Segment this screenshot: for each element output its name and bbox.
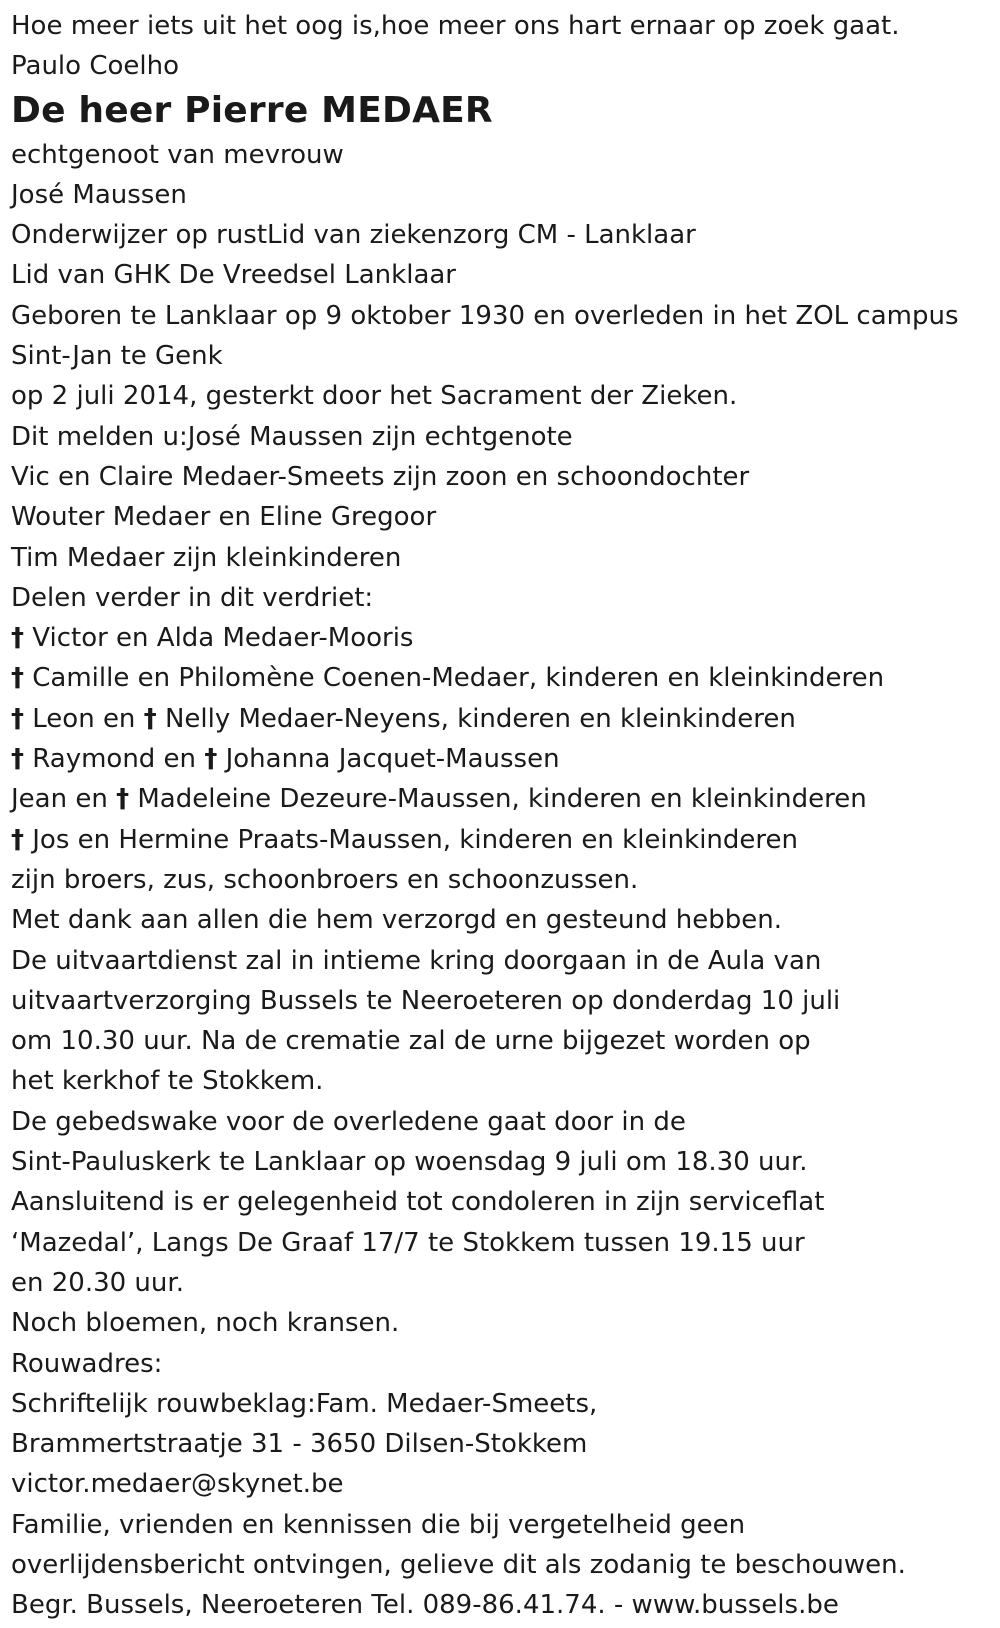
relative-text: Jos en Hermine Praats-Maussen, kinderen en kleinkinderen xyxy=(24,824,798,855)
undertaker-line: Begr. Bussels, Neeroeteren Tel. 089-86.41.74. - www.bussels.be xyxy=(11,1590,839,1621)
occupation: Onderwijzer op rustLid van ziekenzorg CM - Lanklaar xyxy=(11,220,696,251)
relative-line xyxy=(11,820,996,860)
death-notice xyxy=(11,6,996,1626)
funeral-line: uitvaartverzorging Bussels te Neeroeteren op donderdag 10 juli xyxy=(11,985,841,1016)
spouse-name: José Maussen xyxy=(11,179,187,210)
address-heading: Rouwadres: xyxy=(11,1348,163,1379)
address-line: Brammertstraatje 31 - 3650 Dilsen-Stokkem xyxy=(11,1429,588,1460)
relative-text: Victor en Alda Medaer-Mooris xyxy=(24,623,414,654)
cross-icon: † xyxy=(143,703,157,734)
relative-text: Nelly Medaer-Neyens, kinderen en kleinkinderen xyxy=(156,703,796,734)
membership: Lid van GHK De Vreedsel Lanklaar xyxy=(11,260,456,291)
birth-death-line: Sint-Jan te Genk xyxy=(11,341,223,372)
relative-text: Madeleine Dezeure-Maussen, kinderen en kleinkinderen xyxy=(129,784,867,815)
wake-line: en 20.30 uur. xyxy=(11,1267,184,1298)
quote-author: Paulo Coelho xyxy=(11,51,179,82)
announcer-line: Wouter Medaer en Eline Gregoor xyxy=(11,502,437,533)
address-line: Schriftelijk rouwbeklag:Fam. Medaer-Smeets, xyxy=(11,1388,598,1419)
cross-icon: † xyxy=(11,824,24,855)
relative-text: Johanna Jacquet-Maussen xyxy=(217,744,560,775)
announcer-line: Tim Medaer zijn kleinkinderen xyxy=(11,542,402,573)
relative-line xyxy=(11,658,996,698)
relative-line xyxy=(11,739,996,779)
wake-line: Aansluitend is er gelegenheid tot condoleren in zijn serviceflat xyxy=(11,1187,825,1218)
relative-line xyxy=(11,618,996,658)
funeral-line: De uitvaartdienst zal in intieme kring doorgaan in de Aula van xyxy=(11,945,822,976)
announcer-line: Vic en Claire Medaer-Smeets zijn zoon en schoondochter xyxy=(11,461,750,492)
funeral-line: het kerkhof te Stokkem. xyxy=(11,1066,324,1097)
cross-icon: † xyxy=(11,744,24,775)
birth-death-line: op 2 juli 2014, gesterkt door het Sacrament der Zieken. xyxy=(11,381,738,412)
relatives-intro: Delen verder in dit verdriet: xyxy=(11,582,374,613)
wake-line: Sint-Pauluskerk te Lanklaar op woensdag 9 juli om 18.30 uur. xyxy=(11,1147,808,1178)
relative-text: Leon en xyxy=(24,703,144,734)
quote-text: Hoe meer iets uit het oog is,hoe meer ons hart ernaar op zoek gaat. xyxy=(11,11,900,41)
closing-line: Familie, vrienden en kennissen die bij vergetelheid geen xyxy=(11,1509,746,1540)
thanks: Met dank aan allen die hem verzorgd en gesteund hebben. xyxy=(11,905,782,936)
relative-line xyxy=(11,779,996,819)
address-email: victor.medaer@skynet.be xyxy=(11,1469,344,1500)
cross-icon: † xyxy=(11,623,24,654)
closing-line: overlijdensbericht ontvingen, gelieve dit als zodanig te beschouwen. xyxy=(11,1549,906,1580)
relatives-summary: zijn broers, zus, schoonbroers en schoonzussen. xyxy=(11,864,639,895)
relative-text: Camille en Philomène Coenen-Medaer, kinderen en kleinkinderen xyxy=(24,663,885,694)
cross-icon: † xyxy=(11,663,24,694)
wake-line: ‘Mazedal’, Langs De Graaf 17/7 te Stokkem tussen 19.15 uur xyxy=(11,1227,805,1258)
funeral-line: om 10.30 uur. Na de crematie zal de urne bijgezet worden op xyxy=(11,1026,811,1057)
cross-icon: † xyxy=(11,703,24,734)
relative-line xyxy=(11,699,996,739)
deceased-name: De heer Pierre MEDAER xyxy=(11,89,493,131)
flowers-note: Noch bloemen, noch kransen. xyxy=(11,1308,400,1339)
spouse-intro: echtgenoot van mevrouw xyxy=(11,139,344,170)
announcer-line: Dit melden u:José Maussen zijn echtgenote xyxy=(11,421,573,452)
birth-death-line: Geboren te Lanklaar op 9 oktober 1930 en overleden in het ZOL campus xyxy=(11,300,959,331)
relative-text: Raymond en xyxy=(24,744,205,775)
wake-line: De gebedswake voor de overledene gaat door in de xyxy=(11,1106,686,1137)
cross-icon: † xyxy=(116,784,130,815)
relative-text: Jean en xyxy=(11,784,117,815)
cross-icon: † xyxy=(204,744,218,775)
